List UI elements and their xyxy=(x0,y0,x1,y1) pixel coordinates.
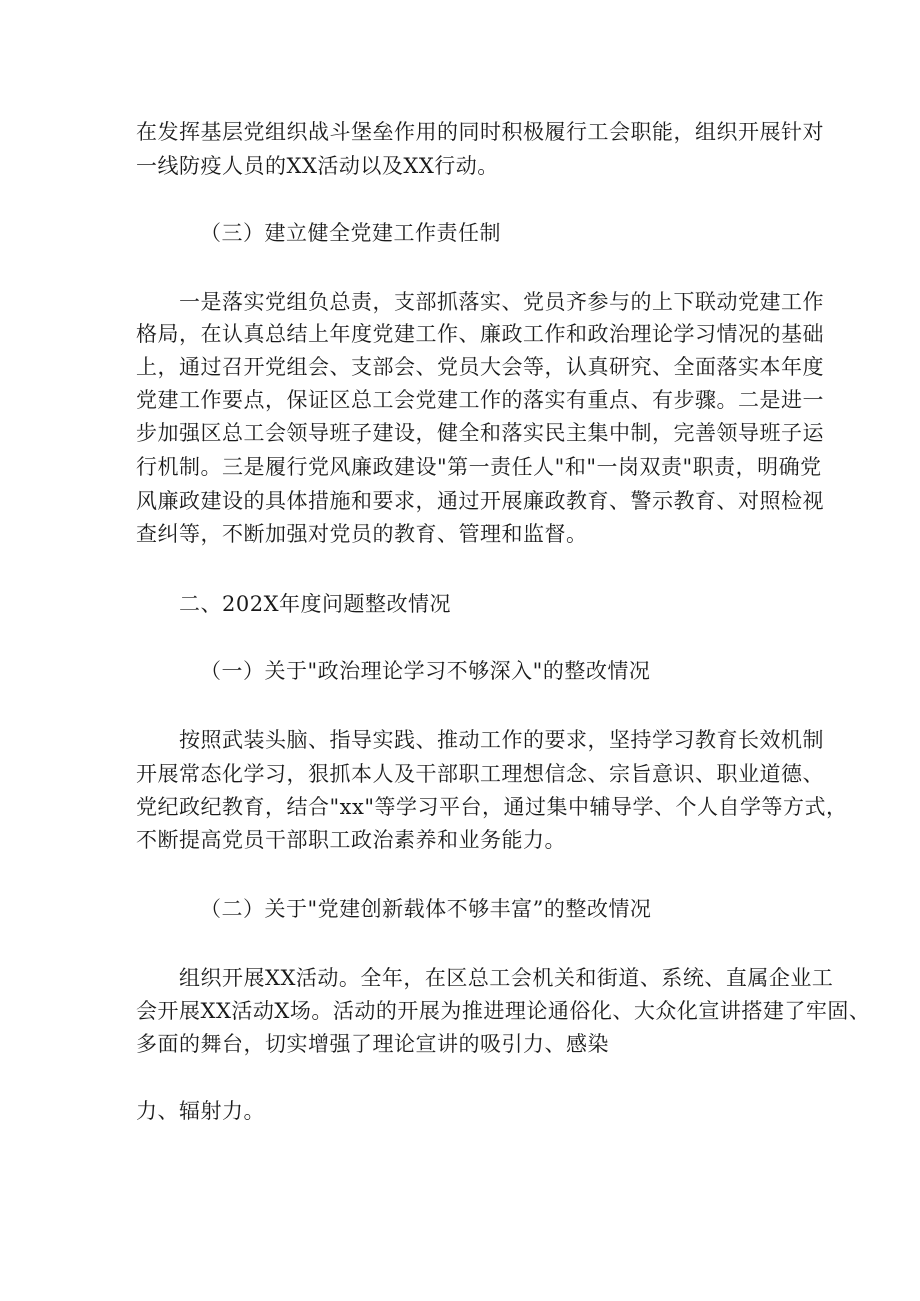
paragraph-line: 一线防疫人员的XX活动以及XX行动。 xyxy=(136,154,499,178)
paragraph-line: 会开展XX活动X场。活动的开展为推进理论通俗化、大众化宣讲搭建了牢固、 xyxy=(136,999,871,1023)
paragraph-line: 风廉政建设的具体措施和要求，通过开展廉政教育、警示教育、对照检视 xyxy=(136,489,824,513)
paragraph-line: 一是落实党组负总责，支部抓落实、党员齐参与的上下联动党建工作 xyxy=(179,290,824,314)
paragraph-line: 多面的舞台，切实增强了理论宣讲的吸引力、感染 xyxy=(136,1032,609,1056)
subsection-heading-2: （二）关于"党建创新载体不够丰富”的整改情况 xyxy=(200,897,652,921)
paragraph-line: 步加强区总工会领导班子建设，健全和落实民主集中制，完善领导班子运 xyxy=(136,421,824,445)
paragraph-line: 力、辐射力。 xyxy=(136,1099,265,1123)
paragraph-line: 行机制。三是履行党风廉政建设"第一责任人"和"一岗双责"职责，明确党 xyxy=(136,455,822,479)
subsection-heading-1: （一）关于"政治理论学习不够深入"的整改情况 xyxy=(200,659,651,683)
paragraph-line: 上，通过召开党组会、支部会、党员大会等，认真研究、全面落实本年度 xyxy=(136,355,824,379)
paragraph-line: 开展常态化学习，狠抓本人及干部职工理想信念、宗旨意识、职业道德、 xyxy=(136,762,824,786)
paragraph-line: 查纠等，不断加强对党员的教育、管理和监督。 xyxy=(136,522,588,546)
paragraph-line: 组织开展XX活动。全年，在区总工会机关和街道、系统、直属企业工 xyxy=(179,966,834,990)
paragraph-line: 不断提高党员干部职工政治素养和业务能力。 xyxy=(136,828,566,852)
paragraph-line: 按照武装头脑、指导实践、推动工作的要求，坚持学习教育长效机制 xyxy=(179,728,824,752)
paragraph-line: 格局，在认真总结上年度党建工作、廉政工作和政治理论学习情况的基础 xyxy=(136,322,824,346)
section-heading-3: （三）建立健全党建工作责任制 xyxy=(200,221,501,245)
paragraph-line: 党建工作要点，保证区总工会党建工作的落实有重点、有步骤。二是进一 xyxy=(136,388,824,412)
paragraph-line: 在发挥基层党组织战斗堡垒作用的同时积极履行工会职能，组织开展针对 xyxy=(136,120,824,144)
section-heading-2: 二、202X年度问题整改情况 xyxy=(179,592,452,616)
paragraph-line: 党纪政纪教育，结合"xx"等学习平台，通过集中辅导学、个人自学等方式， xyxy=(136,795,848,819)
